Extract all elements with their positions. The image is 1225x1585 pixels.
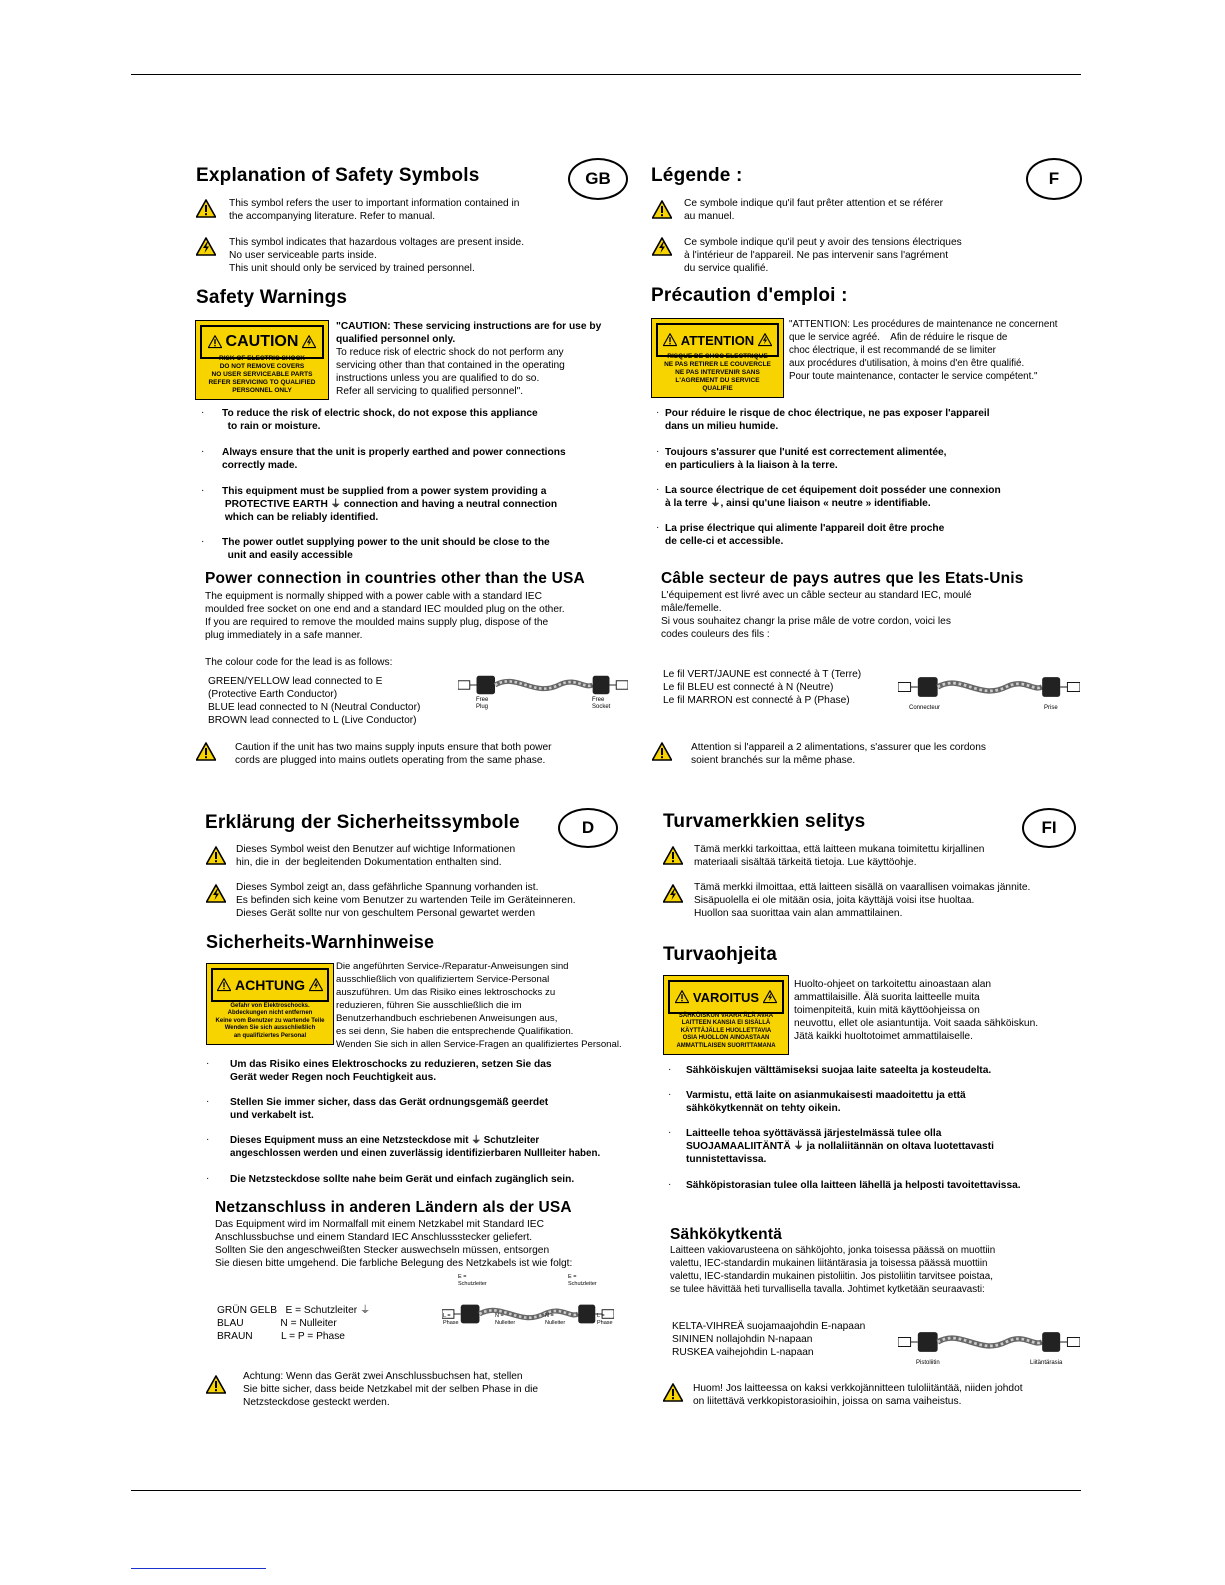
de-symbol-voltage-text: Dieses Symbol zeigt an, dass gefährliche Spannung vorhanden ist. Es befinden sich keine vom Benutzer zu wartenden Teile im Geräteinneren. Dieses Gerät sollte nur von geschultem Personal gewartet werden — [236, 882, 576, 919]
fi-bullet-1: Sähköiskujen välttämiseksi suojaa laite sateelta ja kosteudelta. — [686, 1065, 992, 1076]
warning-triangle-icon — [206, 1375, 226, 1395]
fi-title: Turvamerkkien selitys — [663, 811, 866, 832]
de-title: Erklärung der Sicherheitssymbole — [205, 812, 520, 833]
gb-colour-intro: The colour code for the lead is as follows: — [205, 657, 393, 668]
warning-triangle-icon — [663, 333, 677, 347]
fr-symbol-voltage-text: Ce symbole indique qu'il peut y avoir des tensions électriques à l'intérieur de l'appareil. Ne pas intervenir sans l'agrément du service qualifié. — [684, 237, 962, 274]
fi-symbol-info-text: Tämä merkki tarkoittaa, että laitteen mukana toimitettu kirjallinen materiaali sisältää tärkeitä tietoja. Lue käyttöohje. — [694, 844, 985, 868]
fr-language-badge: F — [1026, 158, 1082, 200]
fr-attention-desc: "ATTENTION: Les procédures de maintenance ne concernent que le service agréé. Afin de réduire le risque de choc électrique, il est recommandé de se limiter aux procédures d'utilisation, à moins d'en être qualifié. Pour toute maintenance, contacter le service compétent." — [789, 319, 1058, 382]
de-bullet-3: Dieses Equipment muss an eine Netzsteckdose mit ⏚ Schutzleiter angeschlossen werden und einen zuverlässig identifizierbaren Nullleiter haben. — [230, 1135, 601, 1159]
fr-attention-label-text: RISQUE DE CHOC ELECTRIQUE NE PAS RETIRER LE COUVERCLE NE PAS INTERVENIR SANS L'AGREMENT DU SERVICE QUALIFIE — [664, 353, 771, 392]
fi-colour-lines: KELTA-VIHREÄ suojamaajohdin E-napaan SININEN nollajohdin N-napaan RUSKEA vaihejohdin L-napaan — [672, 1321, 866, 1358]
gb-bullet-1: To reduce the risk of electric shock, do not expose this appliance to rain or moisture. — [222, 408, 538, 432]
fr-bullet-1: Pour réduire le risque de choc électrique, ne pas exposer l'appareil dans un milieu humide. — [665, 408, 990, 432]
gb-symbol-voltage-text: This symbol indicates that hazardous voltages are present inside. No user serviceable parts inside. This unit should only be serviced by trained personnel. — [229, 237, 525, 274]
fi-diag-right: Liitäntärasia — [1030, 1360, 1063, 1366]
footer-rule — [131, 1490, 1081, 1491]
lightning-triangle-icon — [302, 335, 316, 349]
fi-bullet-2: Varmistu, että laite on asianmukaisesti maadoitettu ja että sähkökytkennät on tehty oikein. — [686, 1090, 966, 1114]
fi-warnings-title: Turvaohjeita — [663, 944, 777, 965]
fr-colour-lines: Le fil VERT/JAUNE est connecté à T (Terre) Le fil BLEU est connecté à N (Neutre) Le fil MARRON est connecté à P (Phase) — [663, 669, 862, 706]
de-diag-left: L = Phase — [443, 1313, 459, 1326]
de-diag-n2: N = Nulleiter — [545, 1313, 566, 1326]
footer-link-underline[interactable] — [131, 1568, 266, 1569]
gb-bullet-2: Always ensure that the unit is properly earthed and power connections correctly made. — [222, 447, 566, 471]
gb-caution-desc-bold: "CAUTION: These servicing instructions are for use by qualified personnel only. — [336, 321, 602, 345]
gb-warnings-title: Safety Warnings — [196, 287, 348, 308]
de-cable-diagram — [442, 1289, 614, 1339]
warning-triangle-icon — [652, 742, 672, 762]
de-achtung-label-text: Gefahr von Elektroschocks. Abdeckungen nicht entfernen Keine vom Benutzer zu wartende Teile Wenden Sie sich ausschließlich an qualifiziertes Personal — [215, 1002, 325, 1039]
lightning-triangle-icon — [309, 978, 323, 992]
fr-symbol-info-text: Ce symbole indique qu'il faut prêter attention et se référer au manuel. — [684, 198, 944, 222]
fr-bullet-4: La prise électrique qui alimente l'appareil doit être proche de celle-ci et accessible. — [665, 523, 945, 547]
gb-power-title: Power connection in countries other than the USA — [205, 570, 585, 587]
de-achtung-desc: Die angeführten Service-/Reparatur-Anweisungen sind ausschließlich von qualifiziertem Service-Personal auszuführen. Um das Risiko eines lektroschocks zu reduzieren, führen Sie ausschließlich die im Benutzerhandbuch eschriebenen Anweisungen aus, es sei denn, Sie haben die entsprechende Qualifikation. Wenden Sie sich in allen Service-Fragen an qualifiziertes Personal. — [336, 961, 622, 1050]
fi-varoitus-label-head: VAROITUS — [692, 989, 760, 1005]
lightning-triangle-icon — [663, 884, 683, 904]
fr-diag-right: Prise — [1044, 705, 1058, 711]
gb-caution-label — [195, 320, 329, 400]
lightning-triangle-icon — [763, 990, 777, 1004]
fi-bullet-3: Laitteelle tehoa syöttävässä järjestelmässä tulee olla SUOJAMAALIITÄNTÄ ⏚ ja nollaliitännän on oltava luotettavasti tunnistettavissa. — [686, 1128, 994, 1165]
gb-caution-desc: To reduce risk of electric shock do not perform any servicing other than that contained in the operating instructions unless you are qualified to do so. Refer all servicing to qualified personnel". — [336, 347, 565, 397]
fr-bullet-3: La source électrique de cet équipement doit posséder une connexion à la terre ⏚, ainsi qu'une liaison « neutre » identifiable. — [665, 485, 1001, 509]
fr-warnings-title: Précaution d'emploi : — [651, 285, 848, 306]
fi-symbol-voltage-text: Tämä merkki ilmoittaa, että laitteen sisällä on vaarallisen voimakas jännite. Sisäpuolella ei ole mitään osia, joita käyttäjä voisi itse huoltaa. Huollon saa suorittaa vain alan ammattilainen. — [694, 882, 1031, 919]
fi-varoitus-label-text: SÄHKÖISKUN VAARA ÄLÄ AVAA LAITTEEN KANSIA EI SISÄLLÄ KÄYTTÄJÄLLE HUOLLETTAVIA OSIA HUOLLON AINOASTAAN AMMATTILAISEN SUORITTAMANA — [676, 1012, 776, 1049]
de-warnings-title: Sicherheits-Warnhinweise — [206, 932, 435, 952]
fi-caution-text: Huom! Jos laitteessa on kaksi verkkojännitteen tuloliitäntää, niiden johdot on liitettävä verkkopistorasioihin, joissa on sama vaiheistus. — [693, 1383, 1023, 1407]
fi-power-title: Sähkökytkentä — [670, 1226, 783, 1243]
warning-triangle-icon — [217, 978, 231, 992]
de-power-text: Das Equipment wird im Normalfall mit einem Netzkabel mit Standard IEC Anschlussbuchse und einem Standard IEC Anschlussstecker geliefert. Sollten Sie den angeschweißten Stecker auswechseln müssen, entsorgen Sie diesen bitte umgehend. Die farbliche Belegung des Netzkabels ist wie folgt: — [215, 1219, 573, 1269]
gb-caution-label-text: RISK OF ELECTRIC SHOCK DO NOT REMOVE COVERS NO USER SERVICEABLE PARTS REFER SERVICING TO QUALIFIED PERSONNEL ONLY — [208, 355, 316, 394]
fr-power-title: Câble secteur de pays autres que les Etats-Unis — [661, 570, 1024, 587]
warning-triangle-icon — [196, 199, 216, 219]
gb-diag-left: Free Plug — [476, 697, 489, 710]
de-bullet-2: Stellen Sie immer sicher, dass das Gerät ordnungsgemäß geerdet und verkabelt ist. — [230, 1097, 549, 1121]
fr-bullet-2: Toujours s'assurer que l'unité est correctement alimentée, en particuliers à la liaison à la terre. — [665, 447, 947, 471]
gb-caution-text: Caution if the unit has two mains supply inputs ensure that both power cords are plugged into mains outlets operating from the same phase. — [235, 742, 552, 766]
de-symbol-info-text: Dieses Symbol weist den Benutzer auf wichtige Informationen hin, die in der begleitenden Dokumentation enthalten sind. — [236, 844, 516, 868]
gb-language-badge: GB — [568, 158, 628, 200]
fr-attention-label-head: ATTENTION — [680, 332, 755, 348]
gb-colour-lines: GREEN/YELLOW lead connected to E (Protective Earth Conductor) BLUE lead connected to N (Neutral Conductor) BROWN lead connected to L (Live Conductor) — [208, 676, 421, 726]
fi-varoitus-desc: Huolto-ohjeet on tarkoitettu ainoastaan alan ammattilaisille. Älä suorita laitteelle muita toimenpiteitä, kuin mitä käyttöohjeissa on neuvottu, ellet ole asiantuntija. Voit saada sähköiskun. Jätä kaikki huoltotoimet ammattilaiselle. — [794, 979, 1039, 1042]
de-diag-e2: E = Schutzleiter — [568, 1274, 597, 1287]
fr-diag-left: Connecteur — [909, 705, 941, 711]
fi-power-text: Laitteen vakiovarusteena on sähköjohto, jonka toisessa päässä on muottiin valettu, IEC-standardin mukainen liitäntärasia ja toisessa päässä muottiin valettu, IEC-standardin mukainen pistoliitin. Jos pistoliitin tarvitsee poistaa, se tulee hävittää heti turvallisella tavalla. Johtimet kytketään seuraavasti: — [670, 1245, 996, 1295]
warning-triangle-icon — [208, 335, 222, 349]
fi-bullet-4: Sähköpistorasian tulee olla laitteen lähellä ja helposti tavoitettavissa. — [686, 1180, 1021, 1191]
gb-bullet-4: The power outlet supplying power to the unit should be close to the unit and easily accessible — [222, 537, 550, 561]
warning-triangle-icon — [206, 846, 226, 866]
de-caution-text: Achtung: Wenn das Gerät zwei Anschlussbuchsen hat, stellen Sie bitte sicher, dass beide Netzkabel mit der selben Phase in die Netzsteckdose gesteckt werden. — [243, 1371, 539, 1408]
gb-caution-label-head: CAUTION — [225, 333, 299, 350]
fi-varoitus-label — [663, 975, 789, 1055]
de-diag-right: L = Phase — [597, 1313, 613, 1326]
fr-attention-label — [651, 318, 784, 398]
de-bullet-1: Um das Risiko eines Elektroschocks zu reduzieren, setzen Sie das Gerät weder Regen noch Feuchtigkeit aus. — [230, 1059, 552, 1083]
lightning-triangle-icon — [206, 884, 226, 904]
de-diag-n1: N = Nulleiter — [495, 1313, 516, 1326]
de-colour-lines: GRÜN GELB E = Schutzleiter ⏚ BLAU N = Nulleiter BRAUN L = P = Phase — [217, 1305, 371, 1342]
fr-caution-text: Attention si l'appareil a 2 alimentations, s'assurer que les cordons soient branchés sur la même phase. — [691, 742, 986, 766]
warning-triangle-icon — [663, 1383, 683, 1403]
lightning-triangle-icon — [196, 237, 216, 257]
gb-title: Explanation of Safety Symbols — [196, 165, 480, 186]
fr-power-text: L'équipement est livré avec un câble secteur au standard IEC, moulé mâle/femelle. Si vous souhaitez changr la prise mâle de votre cordon, voici les codes couleurs des fils : — [661, 590, 972, 640]
de-power-title: Netzanschluss in anderen Ländern als der USA — [215, 1199, 572, 1216]
de-language-badge: D — [558, 808, 618, 848]
warning-triangle-icon — [663, 846, 683, 866]
de-achtung-label-head: ACHTUNG — [235, 977, 305, 993]
fi-cable-diagram — [898, 1318, 1080, 1366]
gb-bullet-3: This equipment must be supplied from a power system providing a PROTECTIVE EARTH ⏚ connection and having a neutral connection which can be reliably identified. — [222, 486, 558, 523]
gb-power-text: The equipment is normally shipped with a power cable with a standard IEC moulded free socket on one end and a standard IEC moulded plug on the other. If you are required to remove the moulded mains supply plug, dispose of the plug immediately in a safe manner. — [205, 591, 565, 641]
gb-symbol-info-text: This symbol refers the user to important information contained in the accompanying literature. Refer to manual. — [229, 198, 520, 222]
de-diag-e1: E = Schutzleiter — [458, 1274, 487, 1287]
fr-title: Légende : — [651, 165, 743, 186]
lightning-triangle-icon — [652, 237, 672, 257]
warning-triangle-icon — [196, 742, 216, 762]
warning-triangle-icon — [652, 200, 672, 220]
de-bullet-4: Die Netzsteckdose sollte nahe beim Gerät und einfach zugänglich sein. — [230, 1174, 575, 1185]
de-achtung-label — [206, 963, 334, 1045]
lightning-triangle-icon — [758, 333, 772, 347]
fi-diag-left: Pistoliitin — [916, 1360, 940, 1366]
fi-language-badge: FI — [1022, 808, 1076, 848]
warning-triangle-icon — [675, 990, 689, 1004]
gb-diag-right: Free Socket — [592, 697, 611, 710]
header-rule — [131, 74, 1081, 75]
